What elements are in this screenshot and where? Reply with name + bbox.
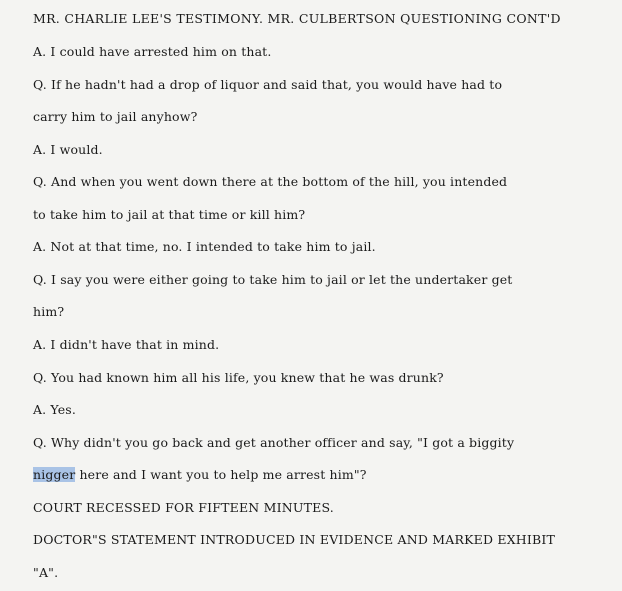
transcript-line: A. I didn't have that in mind. — [33, 337, 220, 352]
transcript-line: A. I would. — [33, 142, 103, 157]
transcript-line: to take him to jail at that time or kill him? — [33, 207, 306, 222]
transcript-line: Q. And when you went down there at the bottom of the hill, you intended — [33, 174, 508, 189]
transcript-line: carry him to jail anyhow? — [33, 109, 198, 124]
transcript-line: Q. Why didn't you go back and get another officer and say, "I got a biggity — [33, 435, 515, 450]
highlighted-selection[interactable]: nigger — [33, 467, 76, 482]
highlighted-line-rest: here and I want you to help me arrest him"? — [75, 467, 367, 482]
transcript-line: A. I could have arrested him on that. — [33, 44, 272, 59]
doctor-statement-note: DOCTOR"S STATEMENT INTRODUCED IN EVIDENCE AND MARKED EXHIBIT — [33, 532, 556, 547]
exhibit-label: "A". — [33, 565, 59, 580]
transcript-line: Q. If he hadn't had a drop of liquor and said that, you would have had to — [33, 77, 503, 92]
transcript-line: Q. I say you were either going to take him to jail or let the undertaker get — [33, 272, 513, 287]
transcript-line: him? — [33, 304, 65, 319]
transcript-line: Q. You had known him all his life, you knew that he was drunk? — [33, 370, 444, 385]
court-recessed-note: COURT RECESSED FOR FIFTEEN MINUTES. — [33, 500, 334, 515]
page-header: MR. CHARLIE LEE'S TESTIMONY. MR. CULBERTSON QUESTIONING CONT'D — [33, 11, 561, 26]
transcript-line: A. Yes. — [33, 402, 76, 417]
transcript-line-highlighted — [33, 467, 367, 483]
transcript-line: A. Not at that time, no. I intended to take him to jail. — [33, 239, 376, 254]
